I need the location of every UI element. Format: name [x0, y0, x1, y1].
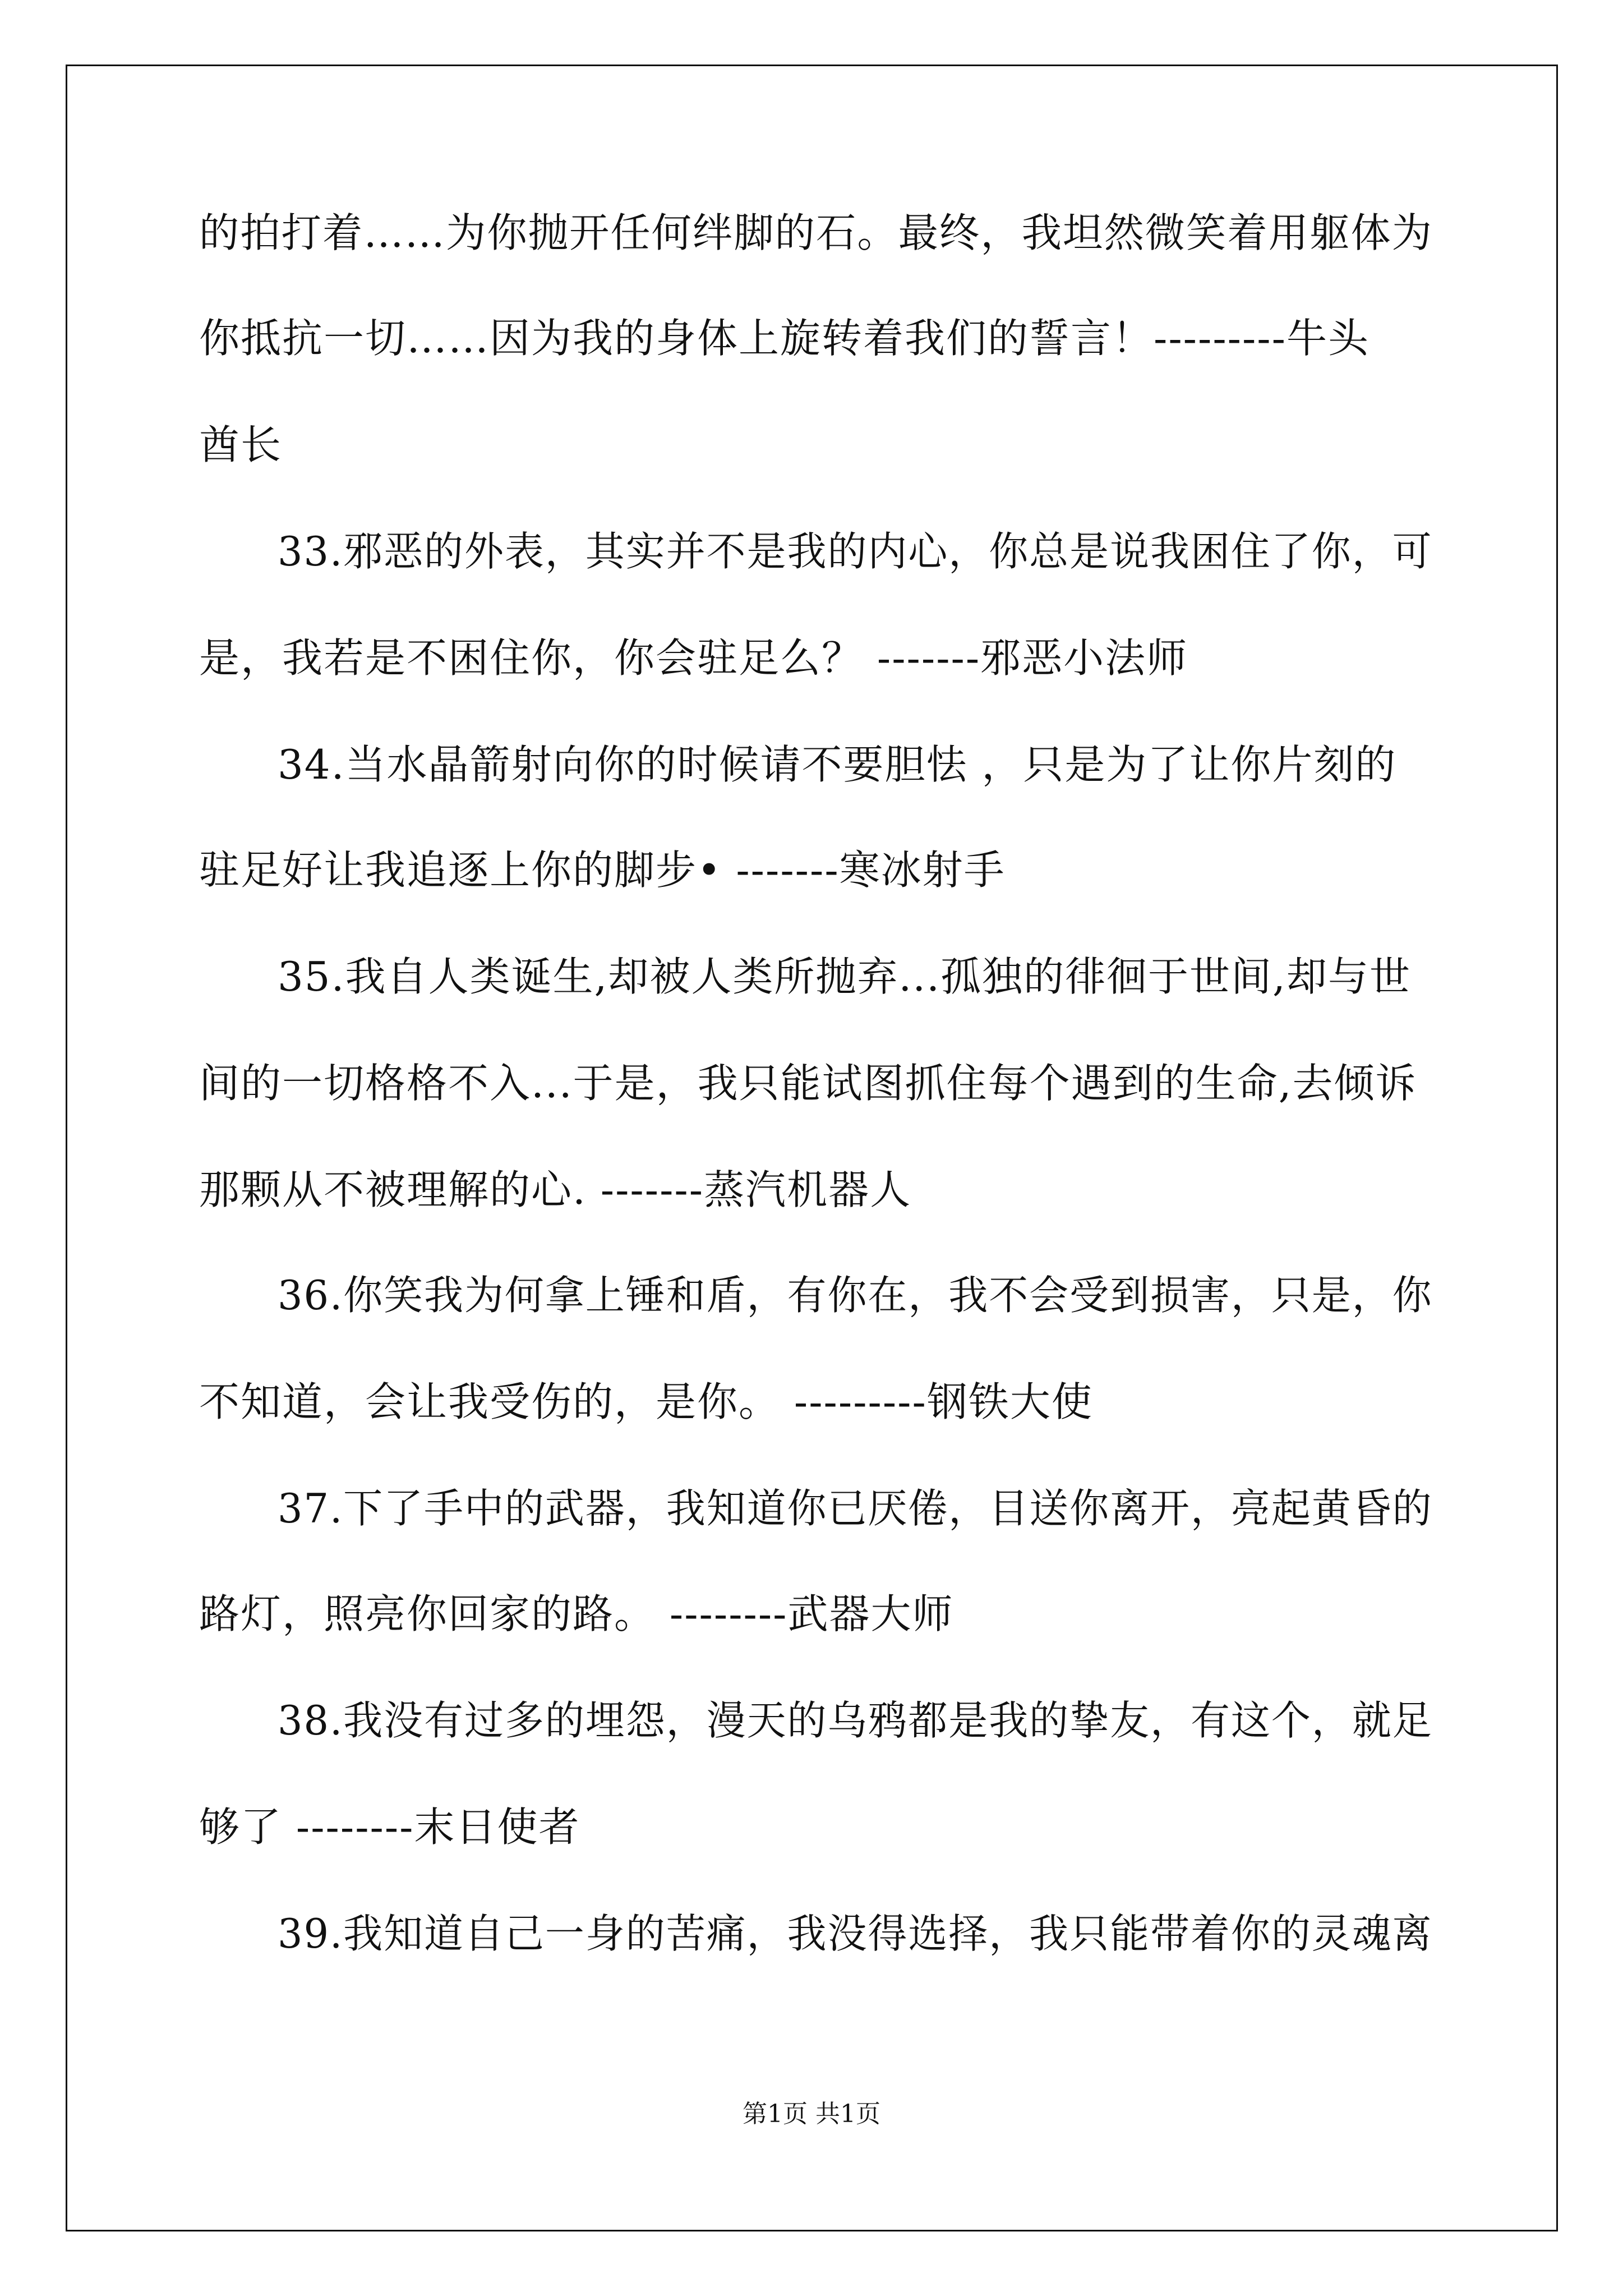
- text-line: 38.我没有过多的埋怨，漫天的乌鸦都是我的挚友，有这个，就足: [278, 1697, 1433, 1744]
- text-line: 39.我知道自己一身的苦痛，我没得选择，我只能带着你的灵魂离: [278, 1910, 1433, 1957]
- page-number: 第1页 共1页: [743, 2100, 880, 2128]
- text-line: 37.下了手中的武器，我知道你已厌倦，目送你离开，亮起黄昏的: [278, 1485, 1433, 1532]
- text-line: 的拍打着……为你抛开任何绊脚的石。最终，我坦然微笑着用躯体为: [199, 209, 1433, 256]
- text-line: 你抵抗一切……因为我的身体上旋转着我们的誓言！---------牛头: [199, 315, 1370, 362]
- text-line: 够了 --------末日使者: [199, 1803, 580, 1851]
- text-line: 不知道，会让我受伤的，是你。 ---------钢铁大使: [199, 1378, 1093, 1425]
- text-line: 路灯，照亮你回家的路。 --------武器大师: [199, 1590, 954, 1637]
- text-line: 驻足好让我追逐上你的脚步• -------寒冰射手: [199, 846, 1006, 894]
- text-line: 34.当水晶箭射向你的时候请不要胆怯 ，只是为了让你片刻的: [278, 741, 1397, 788]
- text-line: 35.我自人类诞生,却被人类所抛弃...孤独的徘徊于世间,却与世: [278, 953, 1411, 1000]
- text-line: 那颗从不被理解的心. -------蒸汽机器人: [199, 1166, 912, 1213]
- text-line: 36.你笑我为何拿上锤和盾，有你在，我不会受到损害，只是，你: [278, 1272, 1433, 1319]
- text-line: 酋长: [199, 421, 283, 468]
- text-line: 33.邪恶的外表，其实并不是我的内心，你总是说我困住了你，可: [278, 528, 1433, 575]
- page-border: [66, 65, 1558, 2231]
- text-line: 是，我若是不困住你，你会驻足么？ -------邪恶小法师: [199, 634, 1188, 682]
- text-line: 间的一切格格不入...于是，我只能试图抓住每个遇到的生命,去倾诉: [199, 1060, 1417, 1107]
